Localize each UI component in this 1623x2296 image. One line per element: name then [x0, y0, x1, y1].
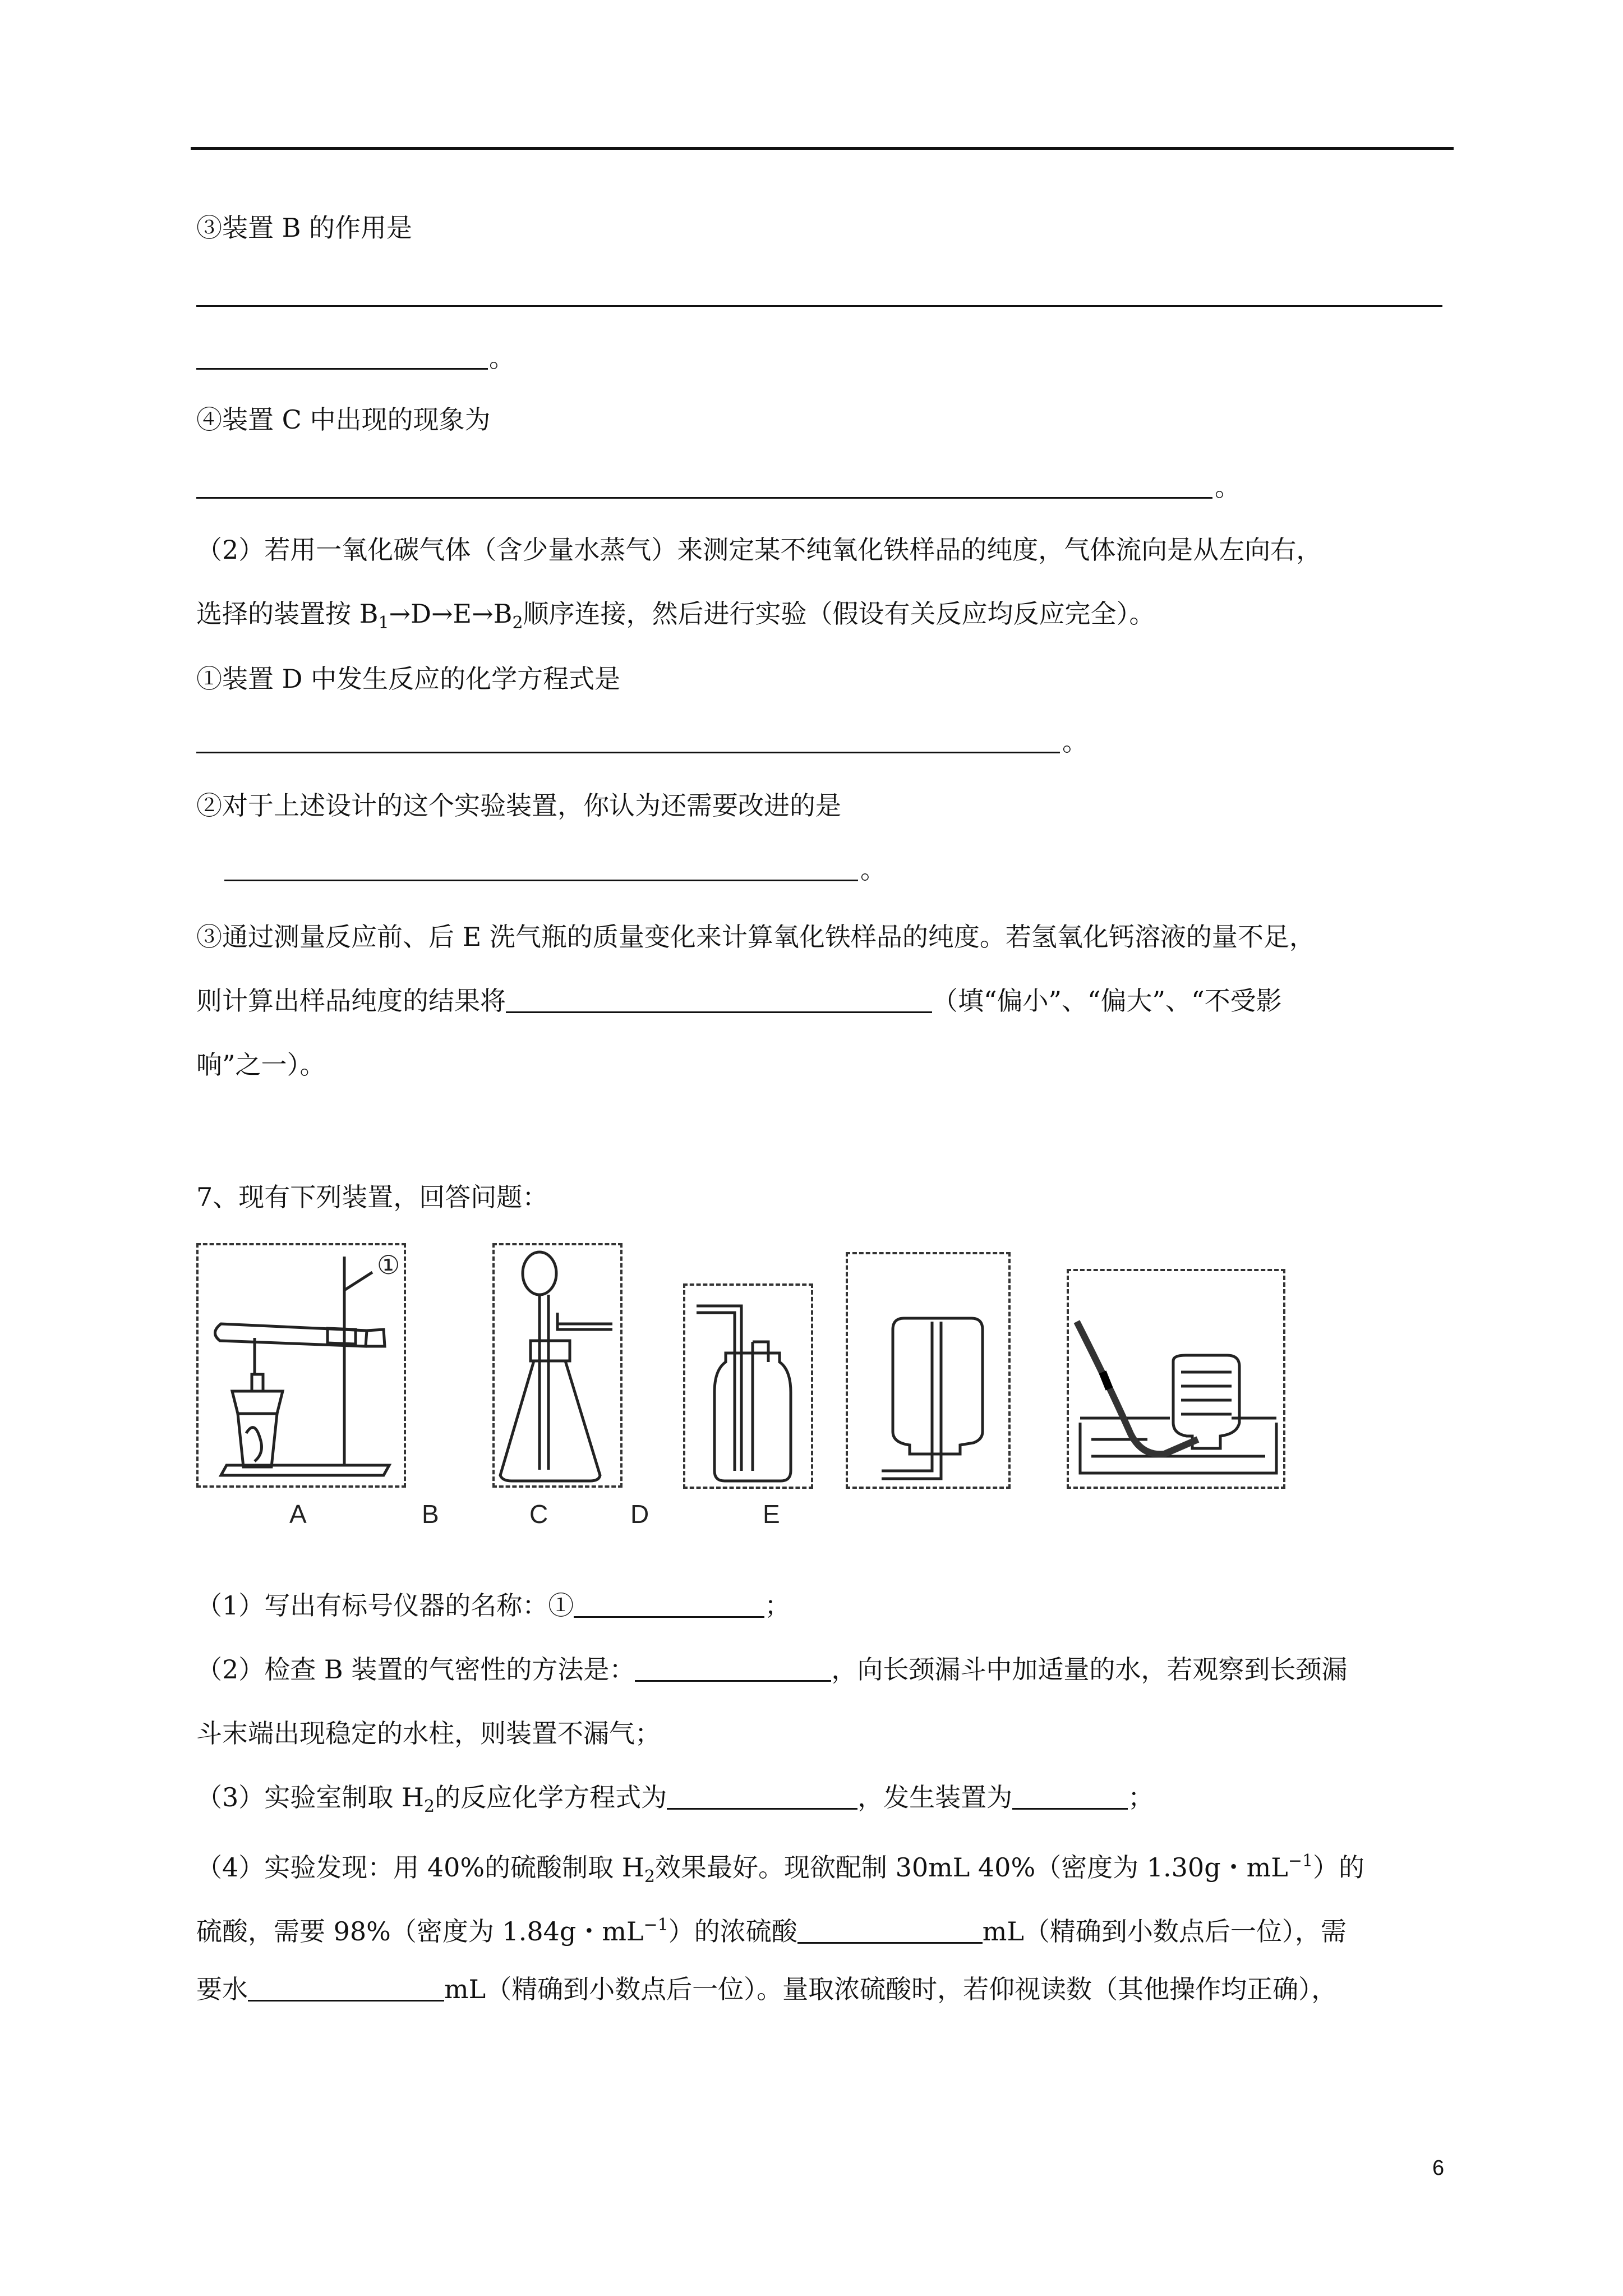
punctuation: 。: [489, 343, 515, 373]
punctuation: 。: [1062, 726, 1088, 757]
answer-blank[interactable]: [574, 1591, 764, 1618]
apparatus-a-figure: [196, 1243, 406, 1488]
answer-blank[interactable]: [248, 1975, 444, 2001]
q6-step2-label: ②对于上述设计的这个实验装置，你认为还需要改进的是: [196, 790, 841, 821]
answer-blank[interactable]: [1012, 1783, 1128, 1810]
q6-step3-line2: 则计算出样品纯度的结果将 （填“偏小”、“偏大”、“不受影: [196, 986, 1282, 1016]
answer-blank[interactable]: [506, 987, 932, 1013]
q6-sub3-label: ③装置 B 的作用是: [196, 213, 413, 243]
apparatus-c-figure: [683, 1283, 813, 1489]
q7-part3: （3）实验室制取 $H_2$的反应化学方程式为 ，发生装置为 ；: [196, 1782, 1154, 1816]
figure-label-c: C: [529, 1499, 548, 1529]
q6-part2-line2: 选择的装置按 $B_1\to D\to E\to B_2$顺序连接，然后进行实验（假设有关反应均反应完全）。: [196, 599, 1155, 633]
answer-blank-line[interactable]: [196, 497, 1212, 499]
answer-blank-line[interactable]: [196, 752, 1060, 753]
q6-part2-line1: （2）若用一氧化碳气体（含少量水蒸气）来测定某不纯氧化铁样品的纯度，气体流向是从左向右，: [196, 535, 1322, 565]
answer-blank[interactable]: [797, 1917, 983, 1944]
answer-blank-line[interactable]: [196, 368, 488, 370]
answer-blank[interactable]: [667, 1783, 857, 1810]
header-rule: [191, 147, 1454, 150]
q7-part4-line2: 硫酸，需要 98%（密度为 1.84g・$mL^{-1}$）的浓硫酸 mL（精确到小数点后一位），需: [196, 1915, 1347, 1947]
q7-part4-line3: 要水 mL（精确到小数点后一位）。量取浓硫酸时，若仰视读数（其他操作均正确），: [196, 1974, 1338, 2004]
apparatus-d-figure: [846, 1252, 1011, 1489]
q7-part2-line1: （2）检查 B 装置的气密性的方法是： ，向长颈漏斗中加适量的水，若观察到长颈漏: [196, 1654, 1348, 1685]
q7-part2-line2: 斗末端出现稳定的水柱，则装置不漏气；: [196, 1718, 661, 1749]
apparatus-b-figure: [492, 1243, 623, 1488]
punctuation: 。: [860, 854, 886, 885]
q6-sub4-label: ④装置 C 中出现的现象为: [196, 404, 491, 435]
apparatus-e-figure: [1067, 1269, 1285, 1489]
figure-label-d: D: [630, 1499, 649, 1529]
q7-part4-line1: （4）实验发现：用 40%的硫酸制取 $H_2$效果最好。现欲配制 30mL 40%（密度为 1.30g・$mL^{-1}$）的: [196, 1851, 1365, 1887]
q7-title: 7、现有下列装置，回答问题：: [196, 1182, 548, 1212]
figure-label-a: A: [289, 1499, 307, 1529]
q7-part1: （1）写出有标号仪器的名称：① ；: [196, 1590, 791, 1621]
answer-blank-line[interactable]: [224, 880, 858, 881]
q6-step1-label: ①装置 D 中发生反应的化学方程式是: [196, 664, 621, 694]
answer-blank-line[interactable]: [196, 305, 1442, 307]
figure-label-e: E: [763, 1499, 780, 1529]
answer-blank[interactable]: [635, 1655, 831, 1682]
q6-step3-line1: ③通过测量反应前、后 E 洗气瓶的质量变化来计算氧化铁样品的纯度。若氢氧化钙溶液的量不足，: [196, 922, 1315, 952]
page-number: 6: [1432, 2156, 1445, 2180]
equipment-marker: ①: [377, 1250, 400, 1280]
figure-label-b: B: [422, 1499, 439, 1529]
q6-step3-line3: 响”之一）。: [196, 1050, 326, 1080]
punctuation: 。: [1215, 472, 1241, 502]
